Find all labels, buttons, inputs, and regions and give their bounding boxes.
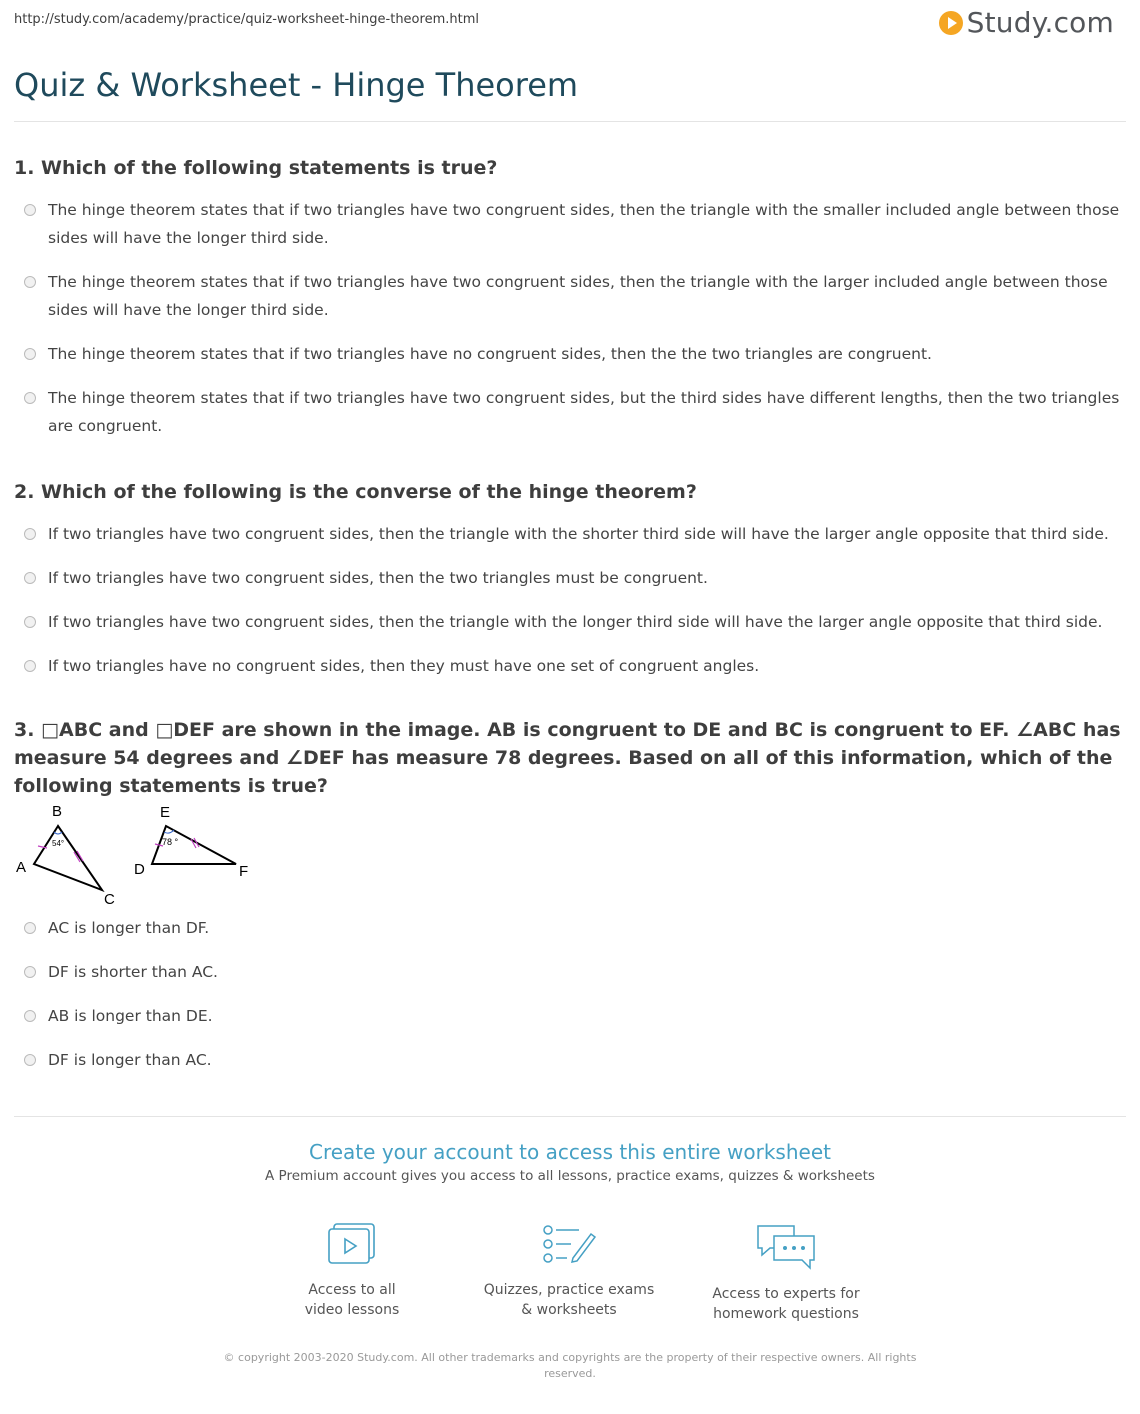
- question-3-text: 3. □ABC and □DEF are shown in the image. AB is congruent to DE and BC is congruent to EF. ∠ABC has measure 54 degrees and ∠DEF has measure 78 degrees. Based on all of this information, which of the following statements is true?: [14, 719, 1121, 797]
- radio-button[interactable]: [24, 572, 36, 584]
- radio-button[interactable]: [24, 528, 36, 540]
- radio-button[interactable]: [24, 1054, 36, 1066]
- radio-button[interactable]: [24, 276, 36, 288]
- answer-option[interactable]: [14, 384, 1126, 440]
- cta-title[interactable]: Create your account to access this entire worksheet: [309, 1140, 831, 1164]
- answer-option[interactable]: [14, 652, 1126, 680]
- question-1: [14, 154, 1126, 456]
- question-2-text: 2. Which of the following is the converse of the hinge theorem?: [14, 481, 697, 503]
- feature-experts: [686, 1222, 886, 1324]
- radio-button[interactable]: [24, 966, 36, 978]
- question-1-text: 1. Which of the following statements is true?: [14, 157, 498, 179]
- page-title: Quiz & Worksheet - Hinge Theorem: [14, 66, 579, 104]
- answer-option[interactable]: [14, 608, 1126, 636]
- play-logo-icon: [939, 11, 963, 35]
- option-text: The hinge theorem states that if two triangles have no congruent sides, then the the two triangles are congruent.: [48, 345, 932, 363]
- answer-option[interactable]: [14, 340, 1126, 368]
- radio-button[interactable]: [24, 392, 36, 404]
- label-d: D: [134, 861, 145, 878]
- feature-label: Access to experts for homework questions: [712, 1286, 860, 1322]
- radio-button[interactable]: [24, 348, 36, 360]
- label-f: F: [239, 863, 249, 880]
- option-text: AB is longer than DE.: [48, 1007, 213, 1025]
- triangles-diagram: [14, 804, 259, 908]
- option-text: The hinge theorem states that if two triangles have two congruent sides, then the triangle with the smaller included angle between those sides will have the longer third side.: [48, 201, 1120, 247]
- option-text: DF is shorter than AC.: [48, 963, 218, 981]
- option-text: If two triangles have no congruent sides, then they must have one set of congruent angles.: [48, 657, 760, 675]
- radio-button[interactable]: [24, 616, 36, 628]
- option-text: The hinge theorem states that if two triangles have two congruent sides, then the triangle with the larger included angle between those sides will have the longer third side.: [48, 273, 1108, 319]
- radio-button[interactable]: [24, 922, 36, 934]
- question-3: [14, 716, 1126, 1090]
- label-a: A: [16, 859, 27, 876]
- answer-option[interactable]: [14, 564, 1126, 592]
- answer-option[interactable]: [14, 914, 1126, 942]
- cta-subtitle: A Premium account gives you access to all lessons, practice exams, quizzes & worksheets: [265, 1168, 875, 1184]
- option-text: DF is longer than AC.: [48, 1051, 212, 1069]
- video-lesson-icon: [326, 1222, 378, 1268]
- chat-bubbles-icon: [754, 1222, 818, 1272]
- triangle-abc: [34, 826, 102, 890]
- cta-divider: [14, 1116, 1126, 1117]
- answer-option[interactable]: [14, 1002, 1126, 1030]
- answer-option[interactable]: [14, 520, 1126, 548]
- option-text: If two triangles have two congruent sides, then the two triangles must be congruent.: [48, 569, 708, 587]
- radio-button[interactable]: [24, 1010, 36, 1022]
- answer-option[interactable]: [14, 196, 1126, 252]
- answer-option[interactable]: [14, 268, 1126, 324]
- study-logo[interactable]: [939, 6, 1114, 39]
- radio-button[interactable]: [24, 660, 36, 672]
- option-text: If two triangles have two congruent sides, then the triangle with the longer third side will have the larger angle opposite that third side.: [48, 613, 1103, 631]
- label-e: E: [160, 804, 171, 821]
- feature-quizzes: [469, 1222, 669, 1320]
- feature-video-lessons: [252, 1222, 452, 1320]
- radio-button[interactable]: [24, 204, 36, 216]
- page-url: http://study.com/academy/practice/quiz-worksheet-hinge-theorem.html: [14, 12, 479, 27]
- feature-label: Quizzes, practice exams & worksheets: [483, 1282, 655, 1318]
- answer-option[interactable]: [14, 1046, 1126, 1074]
- option-text: The hinge theorem states that if two triangles have two congruent sides, but the third sides have different lengths, then the two triangles are congruent.: [48, 389, 1120, 435]
- question-2: [14, 478, 1126, 696]
- label-c: C: [104, 891, 115, 908]
- feature-label: Access to all video lessons: [304, 1282, 400, 1318]
- angle-label-abc: 54°: [52, 839, 65, 848]
- triangles-figure: [14, 804, 1126, 912]
- logo-text: Study.com: [966, 6, 1114, 39]
- title-divider: [14, 121, 1126, 122]
- signup-cta: [0, 1140, 1140, 1184]
- quiz-checklist-icon: [541, 1222, 597, 1268]
- option-text: If two triangles have two congruent sides, then the triangle with the shorter third side will have the larger angle opposite that third side.: [48, 525, 1109, 543]
- copyright-footer: © copyright 2003-2020 Study.com. All other trademarks and copyrights are the property of their respective owners. All rights reserved.: [223, 1351, 917, 1380]
- angle-label-def: 78 °: [162, 837, 179, 847]
- option-text: AC is longer than DF.: [48, 919, 210, 937]
- label-b: B: [52, 804, 63, 820]
- answer-option[interactable]: [14, 958, 1126, 986]
